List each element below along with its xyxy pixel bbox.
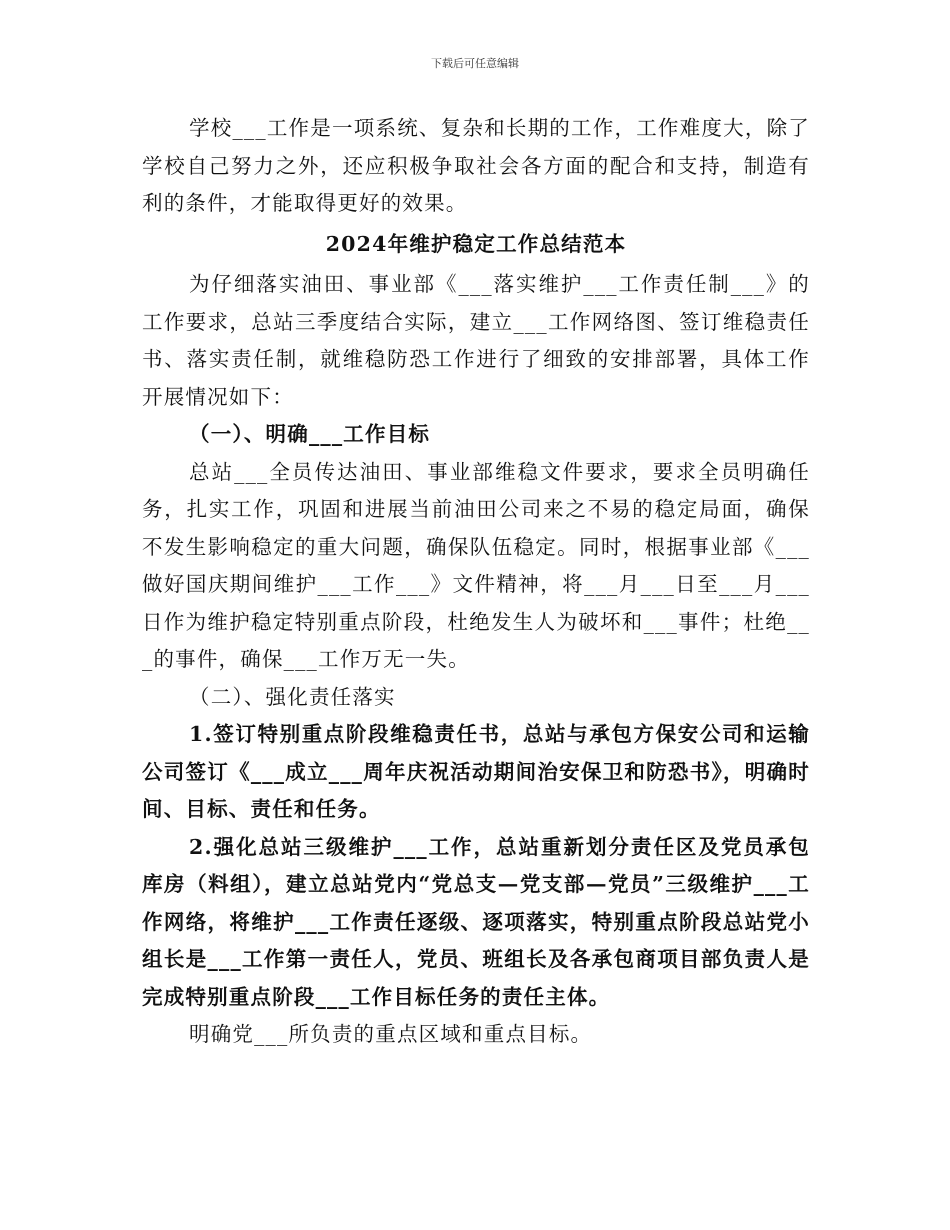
document-body [142, 110, 810, 1054]
page-header-note: 下载后可任意编辑 [431, 57, 519, 70]
paragraph-final: 明确党___所负责的重点区域和重点目标。 [189, 1022, 593, 1046]
document-title: 2024年维护稳定工作总结范本 [325, 231, 627, 256]
section-heading-2: （二）、强化责任落实 [189, 684, 396, 709]
paragraph-section-1: 总站___全员传达油田、事业部维稳文件要求，要求全员明确任务，扎实工作，巩固和进展当前油田公司来之不易的稳定局面，确保不发生影响稳定的重大问题，确保队伍稳定。同时，根据事业部《___做好国庆期间维护___工作___》文件精神，将___月___日至___月___日作为维护稳定特别重点阶段，杜绝发生人为破坏和___事件；杜绝___的事件，确保___工作万无一失。 [142, 459, 810, 671]
section-heading-1: （一）、明确___工作目标 [189, 422, 431, 446]
paragraph-intro: 学校___工作是一项系统、复杂和长期的工作，工作难度大，除了学校自己努力之外，还应积极争取社会各方面的配合和支持，制造有利的条件，才能取得更好的效果。 [142, 116, 810, 215]
paragraph-overview: 为仔细落实油田、事业部《___落实维护___工作责任制___》的工作要求，总站三季度结合实际，建立___工作网络图、签订维稳责任书、落实责任制，就维稳防恐工作进行了细致的安排部署，具体工作开展情况如下： [142, 272, 810, 409]
paragraph-item-1: 1.签订特别重点阶段维稳责任书，总站与承包方保安公司和运输公司签订《___成立___周年庆祝活动期间治安保卫和防恐书》，明确时间、目标、责任和任务。 [142, 722, 810, 821]
paragraph-item-2: 2.强化总站三级维护___工作，总站重新划分责任区及党员承包库房（料组），建立总站党内“党总支—党支部—党员”三级维护___工作网络，将维护___工作责任逐级、逐项落实，特别重点阶段总站党小组长是___工作第一责任人，党员、班组长及各承包商项目部负责人是完成特别重点阶段___工作目标任务的责任主体。 [142, 834, 810, 1009]
